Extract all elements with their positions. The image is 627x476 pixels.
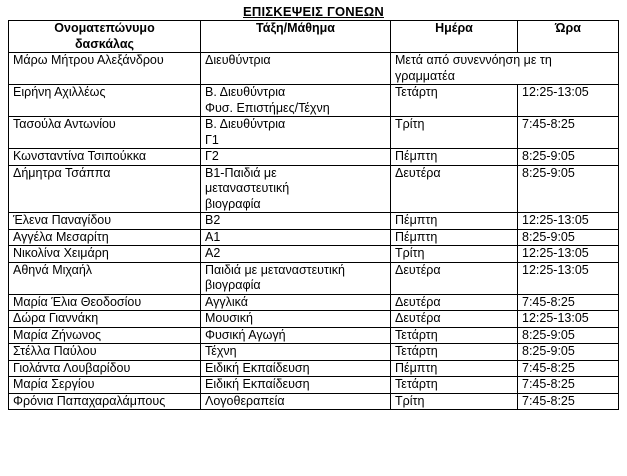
table-row [9,85,619,117]
table-row [9,344,619,361]
class-subject-cell: Διευθύντρια [201,53,391,85]
day-cell: Τετάρτη [391,344,518,361]
teacher-name-cell: Μαρία Σεργίου [9,377,201,394]
visits-table [8,20,619,410]
teacher-name-cell: Φρόνια Παπαχαραλάμπους [9,393,201,410]
time-cell: 12:25-13:05 [518,246,619,263]
teacher-name-cell: Δήμητρα Τσάππα [9,165,201,213]
day-cell: Δευτέρα [391,294,518,311]
day-cell: Πέμπτη [391,213,518,230]
time-cell: 7:45-8:25 [518,117,619,149]
class-subject-cell: Β2 [201,213,391,230]
day-cell: Τετάρτη [391,85,518,117]
teacher-name-cell: Μάρω Μήτρου Αλεξάνδρου [9,53,201,85]
time-cell: 8:25-9:05 [518,149,619,166]
teacher-name-cell: Μαρία Έλια Θεοδοσίου [9,294,201,311]
class-subject-cell: Α1 [201,229,391,246]
time-cell: 7:45-8:25 [518,393,619,410]
table-row [9,377,619,394]
table-row [9,117,619,149]
class-subject-cell: Ειδική Εκπαίδευση [201,360,391,377]
class-subject-cell: Παιδιά με μεταναστευτική βιογραφία [201,262,391,294]
class-subject-cell: Φυσική Αγωγή [201,327,391,344]
day-cell: Τρίτη [391,393,518,410]
page-title: ΕΠΙΣΚΕΨΕΙΣ ΓΟΝΕΩΝ [243,4,384,19]
teacher-name-cell: Γιολάντα Λουβαρίδου [9,360,201,377]
teacher-name-cell: Στέλλα Παύλου [9,344,201,361]
class-subject-cell: Β. Διευθύντρια Φυσ. Επιστήμες/Τέχνη [201,85,391,117]
time-cell: 8:25-9:05 [518,344,619,361]
teacher-name-cell: Αθηνά Μιχαήλ [9,262,201,294]
header-day: Ημέρα [391,21,518,53]
day-cell: Πέμπτη [391,229,518,246]
day-cell: Δευτέρα [391,311,518,328]
class-subject-cell: Τέχνη [201,344,391,361]
teacher-name-cell: Νικολίνα Χειμάρη [9,246,201,263]
time-cell: 7:45-8:25 [518,294,619,311]
table-row [9,393,619,410]
header-class: Τάξη/Μάθημα [201,21,391,53]
time-cell: 8:25-9:05 [518,165,619,213]
header-time: Ώρα [518,21,619,53]
teacher-name-cell: Μαρία Ζήνωνος [9,327,201,344]
teacher-name-cell: Δώρα Γιαννάκη [9,311,201,328]
table-row [9,327,619,344]
header-row [9,21,619,53]
time-cell: 8:25-9:05 [518,229,619,246]
class-subject-cell: Β1-Παιδιά με μεταναστευτική βιογραφία [201,165,391,213]
table-row [9,360,619,377]
day-cell: Τρίτη [391,117,518,149]
class-subject-cell: Γ2 [201,149,391,166]
day-cell: Δευτέρα [391,165,518,213]
time-cell: 7:45-8:25 [518,360,619,377]
time-cell: 8:25-9:05 [518,327,619,344]
teacher-name-cell: Αγγέλα Μεσαρίτη [9,229,201,246]
time-cell: 7:45-8:25 [518,377,619,394]
day-cell: Τετάρτη [391,377,518,394]
header-name: Ονοματεπώνυμο δασκάλας [9,21,201,53]
time-cell: 12:25-13:05 [518,213,619,230]
teacher-name-cell: Κωνσταντίνα Τσιπούκκα [9,149,201,166]
table-row [9,311,619,328]
day-cell: Πέμπτη [391,360,518,377]
day-cell: Τετάρτη [391,327,518,344]
teacher-name-cell: Έλενα Παναγίδου [9,213,201,230]
table-row [9,149,619,166]
table-row [9,213,619,230]
class-subject-cell: Λογοθεραπεία [201,393,391,410]
appointment-note-cell: Μετά από συνεννόηση με τη γραμματέα [391,53,619,85]
class-subject-cell: Μουσική [201,311,391,328]
teacher-name-cell: Τασούλα Αντωνίου [9,117,201,149]
table-row [9,246,619,263]
class-subject-cell: Α2 [201,246,391,263]
class-subject-cell: Ειδική Εκπαίδευση [201,377,391,394]
class-subject-cell: Β. Διευθύντρια Γ1 [201,117,391,149]
day-cell: Δευτέρα [391,262,518,294]
time-cell: 12:25-13:05 [518,85,619,117]
table-row [9,229,619,246]
time-cell: 12:25-13:05 [518,311,619,328]
teacher-name-cell: Ειρήνη Αχιλλέως [9,85,201,117]
table-row [9,53,619,85]
table-row [9,294,619,311]
table-row [9,262,619,294]
class-subject-cell: Αγγλικά [201,294,391,311]
day-cell: Τρίτη [391,246,518,263]
table-row [9,165,619,213]
time-cell: 12:25-13:05 [518,262,619,294]
day-cell: Πέμπτη [391,149,518,166]
